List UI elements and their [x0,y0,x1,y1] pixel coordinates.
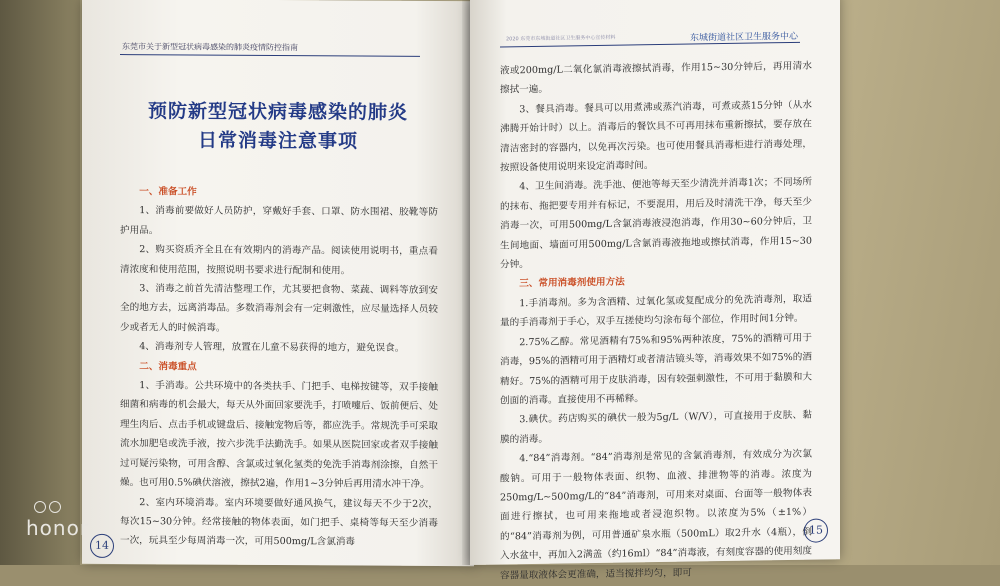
left-header-rule [120,54,420,57]
left-running-header: 东莞市关于新型冠状病毒感染的肺炎疫情防控指南 [122,42,298,53]
title-line-2: 日常消毒注意事项 [197,129,358,153]
section-heading-focus: 二、消毒重点 [139,360,197,373]
paragraph: 2.75%乙醇。常见酒精有75%和95%两种浓度，75%的酒精可用于消毒，95%的酒精可用于酒精灯或者清洁镜头等，消毒效果不如75%的酒精好。75%的酒精可用于皮肤消毒，因有较强刺激性，不可用于黏膜和大创面的消毒。直接使用不再稀释。 [500,332,812,407]
right-header-small-text: 2020 东莞市东城街道社区卫生服务中心宣传材料 [506,34,616,43]
title-line-1: 预防新型冠状病毒感染的肺炎 [147,100,408,124]
watermark-brand: honor [26,516,90,540]
paragraph: 4.“84”消毒剂。“84”消毒剂是常见的含氯消毒剂，有效成分为次氯酸钠。可用于一般物体表面、织物、血液、排泄物等的消毒。浓度为250mg/L~500mg/L的“84”消毒剂，可用来对桌面、台面等一般物体表面进行擦拭，也可用来拖地或者浸泡织物。以浓度为5%（±1%）的“84”消毒剂为例，可用普通矿泉水瓶（500mL）取2升水（4瓶），倒入水盆中，再加入2满盖（约16ml）“84”消毒液，有刻度容器的使用刻度容器量取液体会更准确，适当搅拌均匀，即可 [500,448,812,582]
paragraph: 液或200mg/L二氧化氯消毒液擦拭消毒，作用15~30分钟后，再用清水擦拭一遍。 [500,60,812,96]
camera-watermark [26,501,89,540]
page-number-right: 15 [804,518,828,542]
paragraph: 3.碘伏。药店购买的碘伏一般为5g/L（W/V），可直接用于皮肤、黏膜的消毒。 [500,409,812,446]
paragraph: 1、消毒前要做好人员防护，穿戴好手套、口罩、防水围裙、胶靴等防护用品。 [120,205,438,237]
paragraph: 4、消毒剂专人管理，放置在儿童不易获得的地方，避免误食。 [139,341,405,355]
right-running-header: 东城街道社区卫生服务中心 [690,31,799,44]
paragraph: 4、卫生间消毒。洗手池、便池等每天至少清洗并消毒1次；不同场所的抹布、拖把要专用并有标记，不要混用，用后及时清洗干净，每天至少消毒一次，可用500mg/L含氯消毒液浸泡消毒，作用30~60分钟后，卫生间地面、墙面可用500mg/L含氯消毒液拖地或擦拭消毒，作用15~30分钟。 [500,177,812,271]
paragraph: 3、消毒之前首先清洁整理工作，尤其要把食物、菜蔬、调料等放到安全的地方去，远离消毒品。多数消毒剂会有一定刺激性，应尽量选择人员较少或者无人的时候消毒。 [120,283,438,334]
right-body-text [500,57,812,586]
paragraph: 3、餐具消毒。餐具可以用煮沸或蒸汽消毒，可煮或蒸15分钟（从水沸腾开始计时）以上。消毒后的餐饮具不可再用抹布重新擦拭，要存放在清洁密封的容器内，以免再次污染。也可使用餐具消毒柜进行消毒处理，按照设备使用说明来设定消毒时间。 [500,99,812,174]
section-heading-methods: 三、常用消毒剂使用方法 [519,277,625,290]
right-header-rule [500,42,800,48]
left-page [82,0,474,566]
paragraph: 2、室内环境消毒。室内环境要做好通风换气，建议每天不少于2次，每次15~30分钟。经常接触的物体表面，如门把手、桌椅等每天至少消毒一次，玩具至少每周消毒一次，可用500mg/L含氯消毒 [120,496,438,548]
right-page [470,0,840,582]
paragraph: 1、手消毒。公共环境中的各类扶手、门把手、电梯按键等，双手接触细菌和病毒的机会最大，每天从外面回家要洗手，打喷嚏后、饭前便后、处理生肉后、点击手机或键盘后、接触宠物后等，都应洗手。常规洗手可采取流水加肥皂或洗手液，按六步洗手法勤洗手。如果从医院回家或者双手接触过可疑污染物，可用含醇、含氯或过氧化氢类的免洗手消毒剂涂擦，自然干燥。也可用0.5%碘伏溶液，擦拭2遍，作用1~3分钟后再用清水冲干净。 [120,380,438,491]
camera-lens-icon [34,501,89,513]
left-body-text [120,182,438,553]
paragraph: 2、购买资质齐全且在有效期内的消毒产品。阅读使用说明书，重点看清浓度和使用范围，按照说明书要求进行配制和使用。 [120,244,438,277]
section-heading-prep: 一、准备工作 [139,186,197,198]
table-edge [0,0,80,565]
paragraph: 1.手消毒剂。多为含酒精、过氧化氢或复配成分的免洗消毒剂，取适量的手消毒剂于手心，双手互搓使均匀涂布每个部位，作用时间1分钟。 [500,293,812,329]
page-number-left: 14 [90,534,114,558]
